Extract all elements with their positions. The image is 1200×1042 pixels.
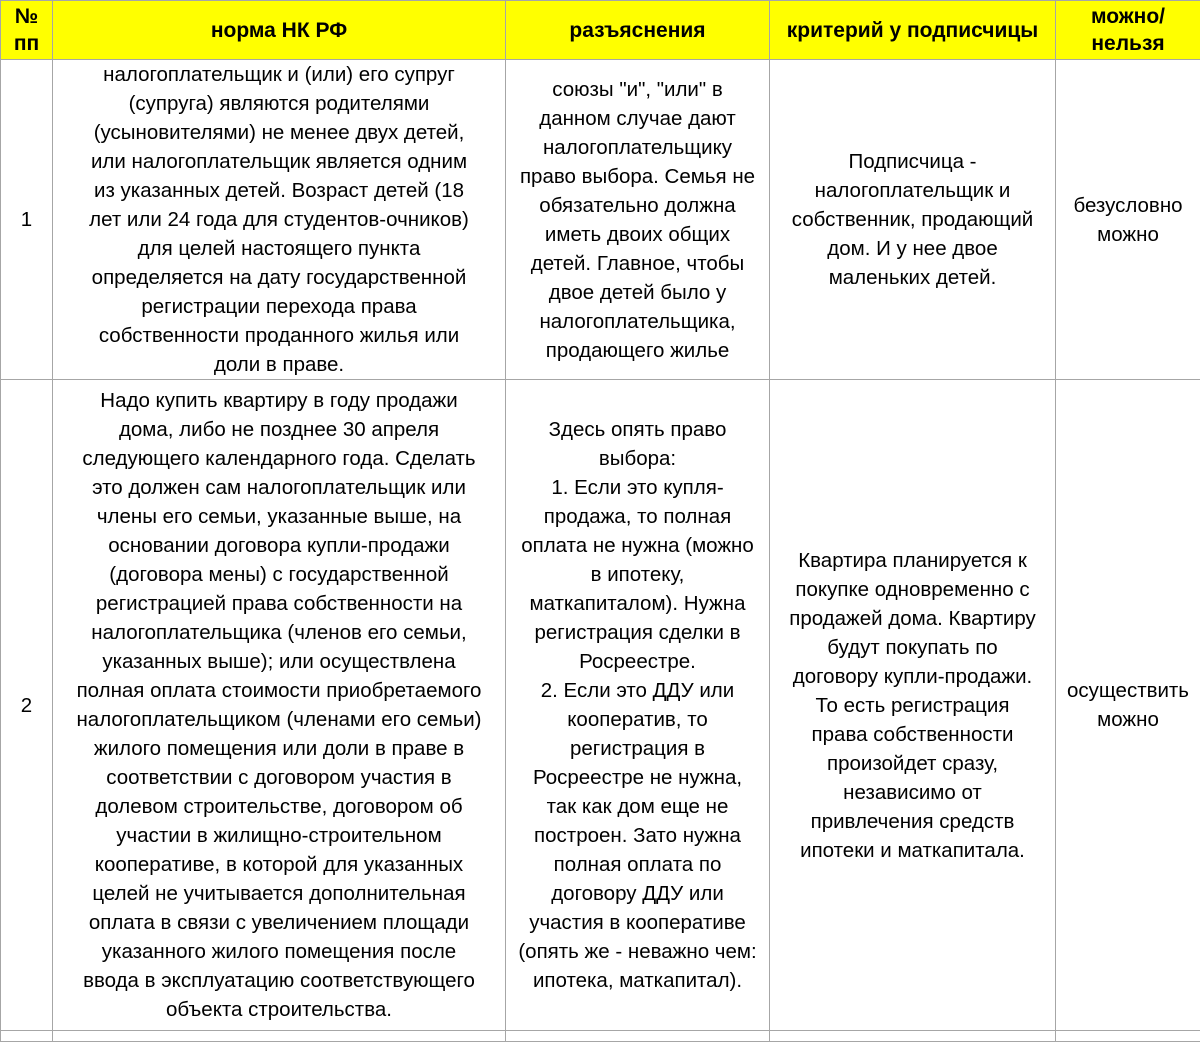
header-num-text: № пп — [14, 5, 39, 55]
header-norm[interactable] — [53, 1, 506, 60]
cell-explanation-text: Здесь опять право выбора: 1. Если это купля- продажа, то полная оплата не нужна (можно в ипотеку, маткапиталом). Нужна регистрация сделки в Росреестре. 2. Если это ДДУ или кооператив, то регистрация в Росреестре не нужна, так как дом еще не построен. Зато нужна полная оплата по договору ДДУ или участия в кооперативе (опять же - неважно чем: ипотека, маткапитал). — [518, 418, 756, 992]
cell-num[interactable] — [1, 380, 53, 1031]
header-explanation-text: разъяснения — [569, 19, 705, 42]
cell-verdict[interactable] — [1056, 60, 1200, 380]
cell-empty[interactable] — [1056, 1031, 1200, 1042]
header-verdict[interactable] — [1056, 1, 1200, 60]
cell-criterion-text: Подписчица - налогоплательщик и собственник, продающий дом. И у нее двое маленьких детей. — [792, 150, 1034, 289]
cell-empty[interactable] — [53, 1031, 506, 1042]
header-row — [1, 1, 1200, 60]
header-num[interactable] — [1, 1, 53, 60]
cell-norm[interactable] — [53, 380, 506, 1031]
cell-verdict[interactable] — [1056, 380, 1200, 1031]
header-norm-text: норма НК РФ — [211, 19, 347, 42]
cell-criterion[interactable] — [770, 380, 1056, 1031]
cell-criterion-text: Квартира планируется к покупке одновременно с продажей дома. Квартиру будут покупать по договору купли-продажи. То есть регистрация права собственности произойдет сразу, независимо от привлечения средств ипотеки и маткапитала. — [789, 549, 1036, 862]
cell-empty[interactable] — [506, 1031, 770, 1042]
header-criterion-text: критерий у подписчицы — [787, 19, 1038, 42]
cell-empty[interactable] — [770, 1031, 1056, 1042]
cell-num-text: 1 — [21, 208, 32, 231]
header-verdict-text: можно/ нельзя — [1091, 5, 1165, 55]
cell-verdict-text: осуществить можно — [1067, 679, 1189, 731]
cell-num[interactable] — [1, 60, 53, 380]
cell-explanation[interactable] — [506, 380, 770, 1031]
cell-norm[interactable] — [53, 60, 506, 380]
cell-criterion[interactable] — [770, 60, 1056, 380]
cell-norm-text: Надо купить квартиру в году продажи дома, либо не позднее 30 апреля следующего календарного года. Сделать это должен сам налогоплательщик или члены его семьи, указанные выше, на основании договора купли-продажи (договора мены) с государственной регистрацией права собственности на налогоплательщика (членов его семьи, указанных выше); или осуществлена полная оплата стоимости приобретаемого налогоплательщиком (членами его семьи) жилого помещения или доли в праве в соответствии с договором участия в долевом строительстве, договором об участии в жилищно-строительном кооперативе, в которой для указанных целей не учитывается дополнительная оплата в связи с увеличением площади указанного жилого помещения после ввода в эксплуатацию соответствующего объекта строительства. — [76, 389, 481, 1021]
cell-verdict-text: безусловно можно — [1073, 194, 1182, 246]
cell-num-text: 2 — [21, 694, 32, 717]
header-criterion[interactable] — [770, 1, 1056, 60]
table-row-empty — [1, 1031, 1200, 1042]
header-explanation[interactable] — [506, 1, 770, 60]
table-row — [1, 380, 1200, 1031]
cell-norm-text: налогоплательщик и (или) его супруг (супруга) являются родителями (усыновителями) не менее двух детей, или налогоплательщик является одним из указанных детей. Возраст детей (18 лет или 24 года для студентов-очников) для целей настоящего пункта определяется на дату государственной регистрации перехода права собственности проданного жилья или доли в праве. — [89, 63, 469, 376]
cell-explanation[interactable] — [506, 60, 770, 380]
cell-empty[interactable] — [1, 1031, 53, 1042]
table-row — [1, 60, 1200, 380]
cell-explanation-text: союзы "и", "или" в данном случае дают налогоплательщику право выбора. Семья не обязательно должна иметь двоих общих детей. Главное, чтобы двое детей было у налогоплательщика, продающего жилье — [520, 78, 755, 362]
